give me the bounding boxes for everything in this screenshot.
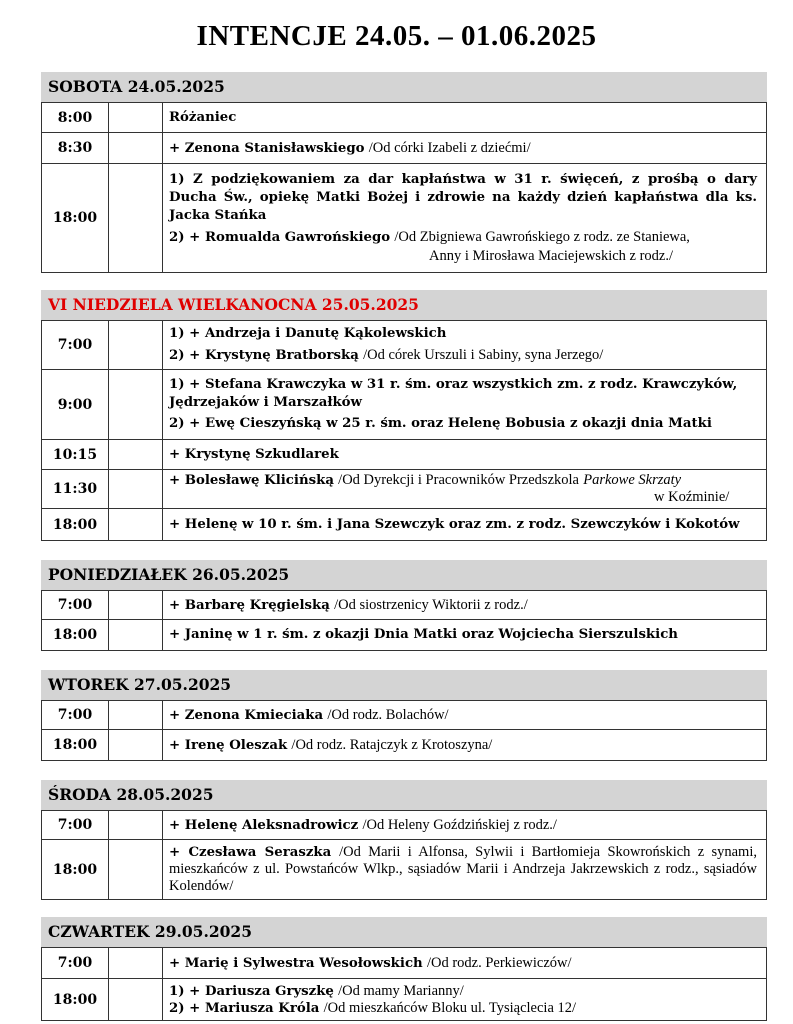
mass-intention <box>169 321 757 369</box>
mass-row <box>41 102 767 133</box>
intention-text: 1) + Dariusza Gryszkę <box>169 983 334 999</box>
empty-cell <box>108 591 163 619</box>
intention-text: + Helenę w 10 r. śm. i Jana Szewczyk oraz zm. z rodz. Szewczyków i Kokotów <box>169 516 740 532</box>
mass-time: 8:00 <box>42 103 109 132</box>
intention-text: 2) + Ewę Cieszyńską w 25 r. śm. oraz Helenę Bobusia z okazji dnia Matki <box>169 416 712 431</box>
intention-text: 1) Z podziękowaniem za dar kapłaństwa w 31 r. święceń, z prośbą o dary Ducha Św., opiekę Matki Bożej i zdrowie na każdy dzień kapłaństwa dla ks. Jacka Stańka <box>169 172 757 223</box>
mass-row <box>41 810 767 840</box>
mass-time: 7:00 <box>42 701 109 729</box>
intention-text: 1) + Andrzeja i Danutę Kąkolewskich <box>169 326 447 341</box>
intention-note: /Od rodz. Bolachów/ <box>327 706 449 723</box>
intention-text: + Helenę Aleksnadrowicz <box>169 817 359 833</box>
intention-text: 2) + Mariusza Króla <box>169 1000 320 1016</box>
mass-intention <box>169 620 757 650</box>
intention-text: 2) + Krystynę Bratborską <box>169 348 359 363</box>
intention-note: /Od Heleny Goździńskiej z rodz./ <box>362 816 557 833</box>
mass-time: 11:30 <box>42 470 109 508</box>
intention-text: + Barbarę Kręgielską <box>169 597 330 613</box>
mass-time: 7:00 <box>42 948 109 978</box>
mass-row <box>41 133 767 164</box>
mass-row <box>41 620 767 651</box>
mass-row <box>41 370 767 440</box>
page-title: INTENCJE 24.05. – 01.06.2025 <box>196 20 597 52</box>
empty-cell <box>108 840 163 899</box>
intention-note: /Od rodz. Ratajczyk z Krotoszyna/ <box>291 736 493 753</box>
intention-note: /Od Dyrekcji i Pracowników Przedszkola <box>338 472 579 488</box>
intention-text: Różaniec <box>169 109 237 125</box>
mass-intention <box>169 701 757 729</box>
mass-intention <box>169 470 757 508</box>
intention-text: + Zenona Kmieciaka <box>169 707 324 723</box>
intention-text: + Krystynę Szkudlarek <box>169 446 339 462</box>
empty-cell <box>108 440 163 469</box>
mass-intention <box>169 591 757 619</box>
empty-cell <box>108 321 163 369</box>
intention-text: 2) + Romualda Gawrońskiego <box>169 230 391 245</box>
mass-time: 18:00 <box>42 620 109 650</box>
mass-row <box>41 590 767 620</box>
intention-text: + Irenę Oleszak <box>169 737 288 753</box>
empty-cell <box>108 811 163 839</box>
day-header-wednesday: ŚRODA 28.05.2025 <box>41 780 767 810</box>
intention-note: /Od mamy Marianny/ <box>338 982 464 999</box>
intention-text: + Czesława Seraszka <box>169 845 332 860</box>
mass-time: 18:00 <box>42 840 109 899</box>
mass-row <box>41 509 767 541</box>
mass-time: 10:15 <box>42 440 109 469</box>
day-header-tuesday: WTOREK 27.05.2025 <box>41 670 767 700</box>
empty-cell <box>108 370 163 439</box>
empty-cell <box>108 701 163 729</box>
intention-text: 1) + Stefana Krawczyka w 31 r. śm. oraz wszystkich zm. z rodz. Krawczyków, Jędrzejaków i Marszałków <box>169 377 738 410</box>
mass-row <box>41 947 767 979</box>
intention-note: /Od rodz. Perkiewiczów/ <box>426 954 572 971</box>
mass-time: 7:00 <box>42 811 109 839</box>
mass-time: 18:00 <box>42 164 109 272</box>
mass-row <box>41 700 767 730</box>
intention-note: /Od siostrzenicy Wiktorii z rodz./ <box>334 596 528 613</box>
empty-cell <box>108 133 163 163</box>
mass-intention <box>169 440 757 469</box>
empty-cell <box>108 620 163 650</box>
intention-note: /Od Marii i Alfonsa, Sylwii i Bartłomieja Skowrońskich z synami, mieszkańców z ul. Powstańców Wlkp., sąsiadów Marii i Andrzeja Jakrzewskich z rodz., sąsiadów Kolendów/ <box>169 844 757 894</box>
mass-intention <box>169 509 757 540</box>
mass-row <box>41 730 767 761</box>
empty-cell <box>108 979 163 1020</box>
intention-note: /Od Zbigniewa Gawrońskiego z rodz. ze Staniewa, <box>394 229 690 245</box>
mass-row <box>41 979 767 1021</box>
intention-text: + Bolesławę Klicińską <box>169 473 334 488</box>
mass-time: 8:30 <box>42 133 109 163</box>
mass-row <box>41 840 767 900</box>
mass-intention <box>169 811 757 839</box>
empty-cell <box>108 470 163 508</box>
empty-cell <box>108 730 163 760</box>
intention-note: Parkowe Skrzaty <box>583 472 682 488</box>
day-header-monday: PONIEDZIAŁEK 26.05.2025 <box>41 560 767 590</box>
mass-row <box>41 440 767 470</box>
mass-intention <box>169 103 757 132</box>
intention-note: /Od córki Izabeli z dziećmi/ <box>368 139 531 156</box>
empty-cell <box>108 103 163 132</box>
mass-intention <box>169 730 757 760</box>
mass-intention <box>169 948 757 978</box>
mass-intention <box>169 840 757 899</box>
mass-intention <box>169 979 757 1020</box>
day-header-sunday: VI NIEDZIELA WIELKANOCNA 25.05.2025 <box>41 290 767 320</box>
mass-intention <box>169 133 757 163</box>
mass-row <box>41 164 767 273</box>
mass-time: 18:00 <box>42 730 109 760</box>
mass-time: 7:00 <box>42 591 109 619</box>
intention-note: Anny i Mirosława Maciejewskich z rodz./ <box>429 248 674 264</box>
intention-note: /Od mieszkańców Bloku ul. Tysiąclecia 12/ <box>323 999 577 1016</box>
mass-intention <box>169 164 757 272</box>
intention-text: + Zenona Stanisławskiego <box>169 140 365 156</box>
intention-note: /Od córek Urszuli i Sabiny, syna Jerzego/ <box>363 347 604 363</box>
empty-cell <box>108 164 163 272</box>
intention-note: w Koźminie/ <box>654 489 730 505</box>
mass-row <box>41 320 767 370</box>
day-header-thursday: CZWARTEK 29.05.2025 <box>41 917 767 947</box>
intention-text: + Janinę w 1 r. śm. z okazji Dnia Matki oraz Wojciecha Sierszulskich <box>169 627 678 642</box>
mass-time: 7:00 <box>42 321 109 369</box>
intention-text: + Marię i Sylwestra Wesołowskich <box>169 955 423 971</box>
mass-time: 18:00 <box>42 509 109 540</box>
empty-cell <box>108 948 163 978</box>
mass-row <box>41 470 767 509</box>
mass-intention <box>169 370 757 439</box>
mass-time: 9:00 <box>42 370 109 439</box>
mass-time: 18:00 <box>42 979 109 1020</box>
empty-cell <box>108 509 163 540</box>
day-header-saturday: SOBOTA 24.05.2025 <box>41 72 767 102</box>
